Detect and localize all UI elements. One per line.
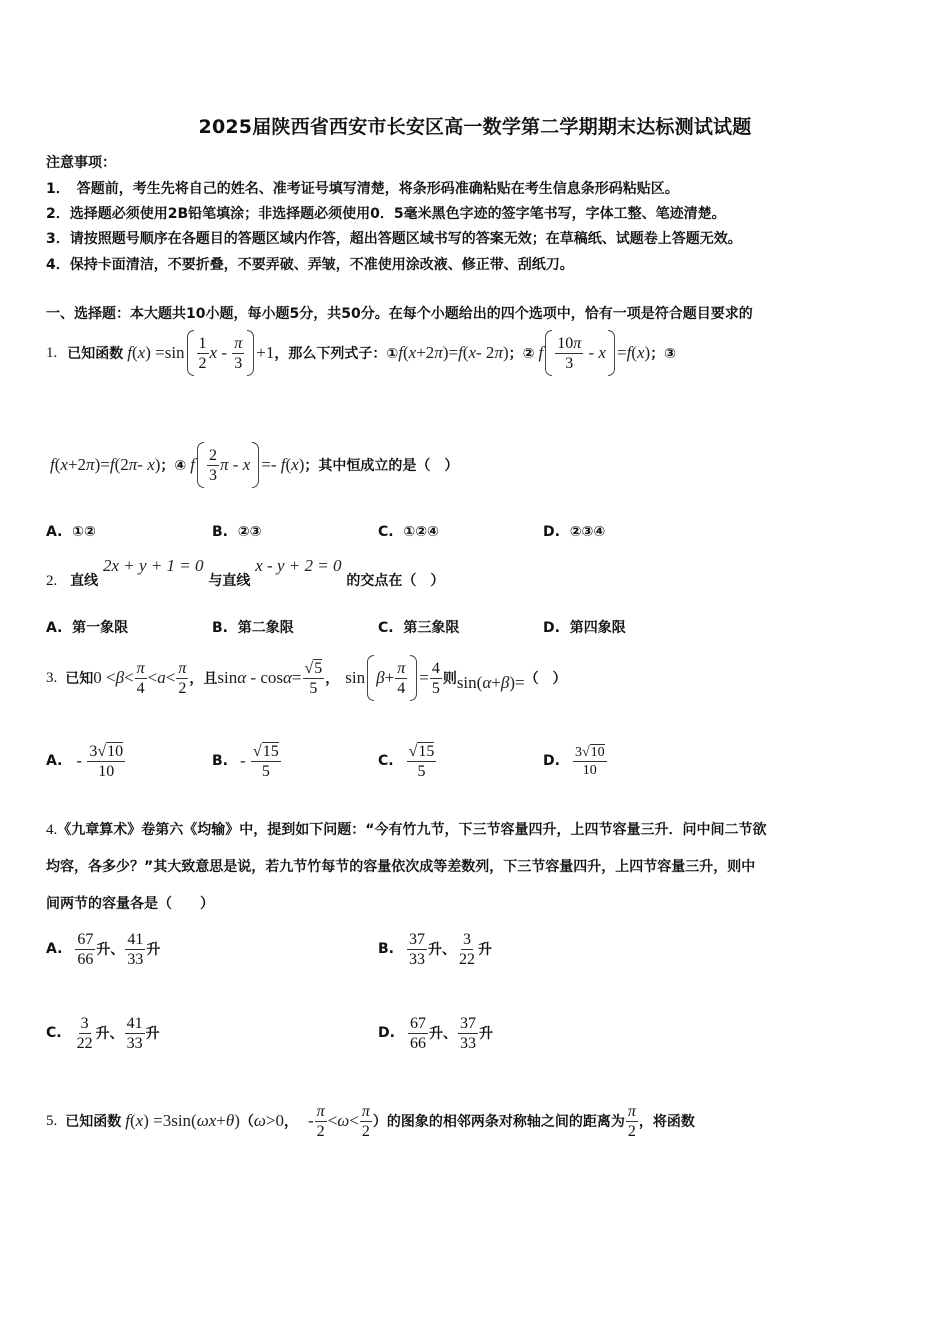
section-heading: 一、选择题：本大题共10小题，每小题5分，共50分。在每个小题给出的四个选项中，恰有一项是符合题目要求的 [46,306,753,322]
q1-expression-2: f [538,343,544,362]
q1-option-d[interactable]: D. ②③④ [543,524,606,540]
q1-text-3: ；② [508,346,535,362]
q2-equation-1: 2x + y + 1 = 0 [103,556,204,575]
q2-option-c[interactable]: C. 第三象限 [378,620,460,636]
q1-option-a[interactable]: A. ①② [46,524,96,540]
q2-text-3: 的交点在（ ） [346,573,445,589]
q4-text-line-3: 间两节的容量各是（ ） [46,896,214,912]
q1-text-6: ；其中恒成立的是（ ） [304,458,459,474]
question-2 [46,558,444,588]
note-item-2: 2．选择题必须使用2B铅笔填涂；非选择题必须使用0．5毫米黑色字迹的签字笔书写，字体工整、笔迹清楚。 [46,206,726,222]
q5-text-3: ， [284,1114,298,1130]
q1-text-2: ，那么下列式子：① [274,346,399,362]
q4-text-line-1: 《九章算术》卷第六《均输》中，提到如下问题：“今有竹九节，下三节容量四升，上四节容量三升．问中间二节欲 [57,822,767,838]
note-item-4: 4．保持卡面清洁，不要折叠，不要弄破、弄皱，不准使用涂改液、修正带、刮纸刀。 [46,257,574,273]
q4-option-b[interactable]: B. $\frac{37}{33}$ 升 、 $\frac{3}{22}$ 升 [378,930,492,968]
note-item-1: 1． 答题前，考生先将自己的姓名、准考证号填写清楚，将条形码准确粘贴在考生信息条形码粘贴区。 [46,181,679,197]
q1-expression-4: f [190,455,195,474]
question-4-line-1 [46,819,766,839]
q3-text-5: （ ） [524,671,567,687]
q3-inequality: 0 < [93,668,116,687]
question-1-line-2: f ( x +2 π )= f (2 π - x ) ；④ f $\frac{2}{3}$ π - x =- f ( x ) ；其中恒成立的是（ ） [50,440,458,490]
note-item-3: 3．请按照题号顺序在各题目的答题区域内作答，超出答题区域书写的答案无效；在草稿纸、试题卷上答题无效。 [46,231,742,247]
q1-function-def: f [127,343,132,362]
q3-text-1: 已知 [65,671,94,687]
question-5: 5. 已知函数 f ( x ) =3sin( ωx + θ ) （ ω >0 ， - $\frac{\pi}{2}$ < ω < $\frac{\pi}{2}$ ）的图象的相邻两条对称轴之间的距离为 $\frac{\pi}{2}$ ，将函数 [46,1102,695,1140]
q3-condition-1: sin [217,668,238,687]
q1-text-4: ；③ [650,346,677,362]
q3-option-a[interactable]: A. - $\frac{3√10}{10}$ [46,742,124,780]
q2-text-2: 与直线 [208,573,251,589]
question-number: 5. [46,1112,58,1129]
question-number: 3. [46,669,58,686]
q5-text-1: 已知函数 [65,1114,122,1130]
q4-option-c[interactable]: C. $\frac{3}{22}$ 升 、 $\frac{41}{33}$ 升 [46,1014,160,1052]
q1-text-1: 已知函数 [67,346,124,362]
q3-option-b[interactable]: B. - $\frac{√15}{5}$ [212,742,279,780]
notes-heading: 注意事项： [46,155,116,171]
q5-text-5: ，将函数 [638,1114,695,1130]
q2-option-a[interactable]: A. 第一象限 [46,620,129,636]
q3-text-3: ， [325,671,340,687]
q3-target: sin( [456,673,483,692]
page-title: 2025届陕西省西安市长安区高一数学第二学期期末达标测试试题 [198,116,752,138]
q3-option-d[interactable]: D. $\frac{3√10}{10}$ [543,744,605,778]
question-1-line-1: 1. 已知函数 f ( x ) =sin $\frac{1}{2}$ x - $\frac{\pi}{3}$ +1 ，那么下列式子：① f ( x +2 π )= f ( x - 2 π ) ；② f $\frac{10\pi}{3}$ - x = f ( x ) ；③ [46,328,676,378]
q2-option-b[interactable]: B. 第二象限 [212,620,294,636]
q4-option-d[interactable]: D. $\frac{67}{66}$ 升 、 $\frac{37}{33}$ 升 [378,1014,493,1052]
question-3: 3. 已知 0 < β < $\frac{\pi}{4}$ < a < $\frac{\pi}{2}$ ，且 sin α - cos α = $\frac{√5}{5}$ ， sin β + $\frac{\pi}{4}$ = $\frac{4}{5}$ 则 sin( α + β )= （ ） [46,652,567,704]
q4-option-a[interactable]: A. $\frac{67}{66}$ 升 、 $\frac{41}{33}$ 升 [46,930,161,968]
q3-option-c[interactable]: C. $\frac{√15}{5}$ [378,742,435,780]
q1-expression-3: f [50,455,55,474]
q5-distance: $\frac{\pi}{2}$ [627,1102,636,1140]
q5-theta-condition: - [308,1111,314,1130]
question-number: 2. [46,573,58,589]
q1-expression-1: f [398,343,403,362]
q3-condition-2: sin [345,668,366,687]
q5-text-4: ）的图象的相邻两条对称轴之间的距离为 [372,1114,625,1130]
q3-text-2: ，且 [189,671,218,687]
q4-text-line-2: 均容，各多少？”其大致意思是说，若九节竹每节的容量依次成等差数列，下三节容量四升，上四节容量三升，则中 [46,859,756,875]
q3-text-4: 则 [442,671,457,687]
q2-option-d[interactable]: D. 第四象限 [543,620,626,636]
q5-function-def: f [125,1111,130,1130]
question-number: 1. [46,344,58,361]
question-number: 4. [46,822,58,838]
q2-text-1: 直线 [70,573,99,589]
q1-option-b[interactable]: B. ②③ [212,524,262,540]
q5-omega-condition: ω [253,1111,266,1130]
q5-text-2: （ [239,1114,254,1130]
q1-text-5: ；④ [160,458,187,474]
q1-option-c[interactable]: C. ①②④ [378,524,439,540]
q2-equation-2: x - y + 2 = 0 [255,556,342,575]
